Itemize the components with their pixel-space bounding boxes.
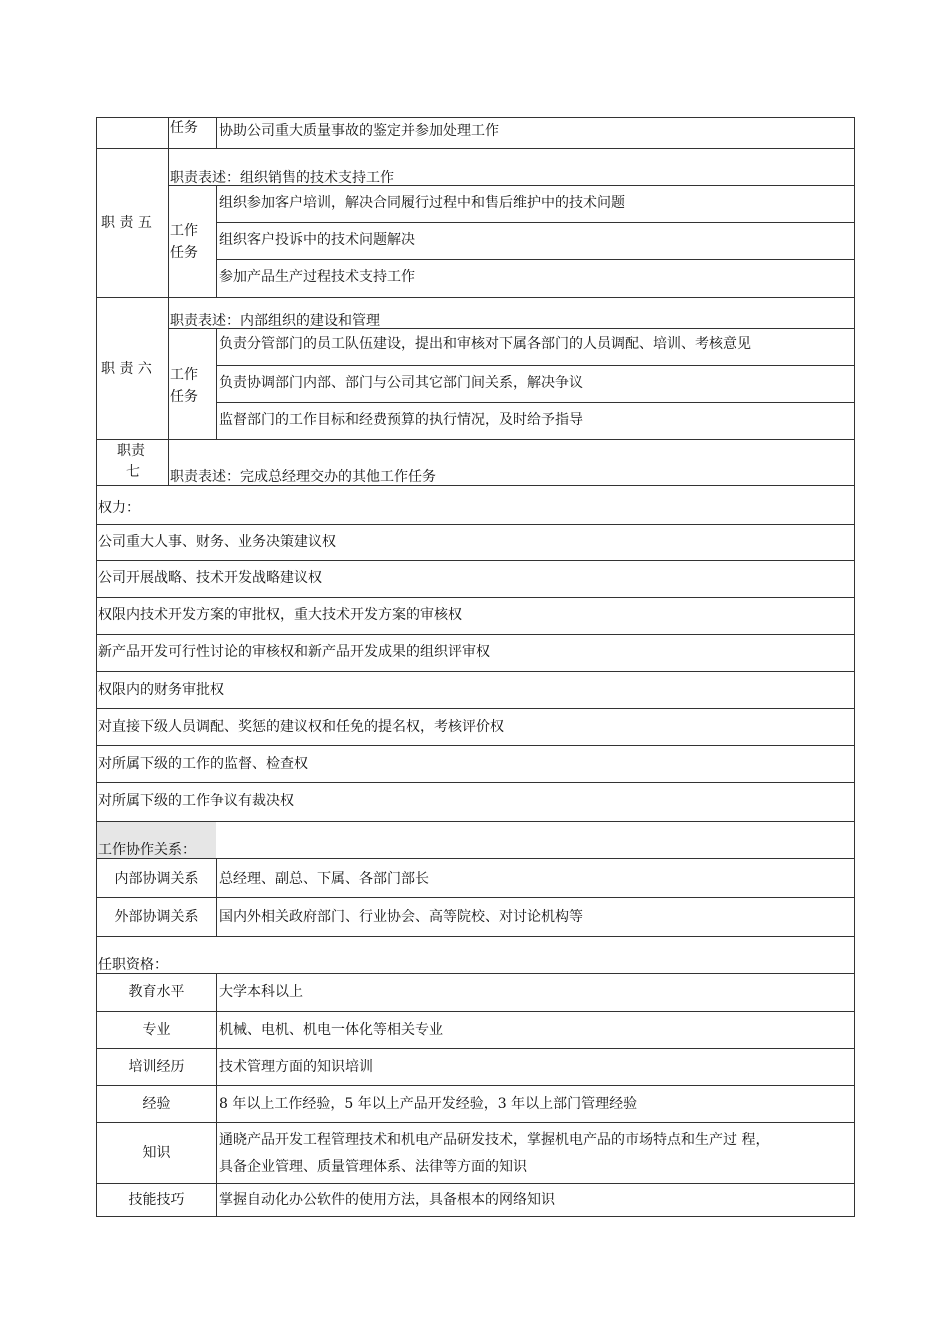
qual-row-3-value: 技术管理方面的知识培训 <box>219 1059 373 1075</box>
power-item-7: 对所属下级的工作的监督、检查权 <box>98 756 308 772</box>
duty5-task-2: 组织客户投诉中的技术问题解决 <box>219 232 415 248</box>
qual-row-5-value-line1: 通晓产品开发工程管理技术和机电产品研发技术，掌握机电产品的市场特点和生产过 程， <box>219 1132 770 1148</box>
qual-row-1-label: 教育水平 <box>128 984 185 1000</box>
duty7-label-line2: 七 <box>126 464 140 480</box>
qual-row-3-label: 培训经历 <box>128 1059 185 1075</box>
power-item-4: 新产品开发可行性讨论的审核权和新产品开发成果的组织评审权 <box>98 644 490 660</box>
power-item-8: 对所属下级的工作争议有裁决权 <box>98 793 294 809</box>
qual-row-2-value: 机械、电机、机电一体化等相关专业 <box>219 1022 443 1038</box>
duty7-label-line1: 职责 <box>117 443 145 459</box>
qual-row-4-value: 8 年以上工作经验，5 年以上产品开发经验，3 年以上部门管理经验 <box>219 1096 638 1112</box>
qual-row-6-label: 技能技巧 <box>128 1192 185 1208</box>
power-title-cell <box>96 485 855 525</box>
duty6-task-3: 监督部门的工作目标和经费预算的执行情况，及时给予指导 <box>219 412 583 428</box>
duty6-task-2: 负责协调部门内部、部门与公司其它部门间关系，解决争议 <box>219 375 583 391</box>
qual-row-1-value-cell <box>216 973 855 1012</box>
duty6-task-1: 负责分管部门的员工队伍建设，提出和审核对下属各部门的人员调配、培训、考核意见 <box>219 336 751 352</box>
duty6-label: 职 责 六 <box>101 361 152 377</box>
power-item-1: 公司重大人事、财务、业务决策建议权 <box>98 534 336 550</box>
cooperation-row-2-value: 国内外相关政府部门、行业协会、高等院校、对讨论机构等 <box>219 909 583 925</box>
duty6-tasklabel-cell <box>168 328 217 440</box>
qualification-title: 任职资格： <box>98 957 168 973</box>
qual-row-2-label: 专业 <box>142 1022 171 1038</box>
duty6-desc: 职责表述：内部组织的建设和管理 <box>170 313 380 329</box>
cooperation-row-1-value: 总经理、副总、下属、各部门部长 <box>219 871 429 887</box>
duty5-tasklabel-cell <box>168 185 217 298</box>
qual-row-4-label: 经验 <box>142 1096 171 1112</box>
power-title: 权力： <box>98 500 140 516</box>
duty5-task-3: 参加产品生产过程技术支持工作 <box>219 269 415 285</box>
cooperation-title: 工作协作关系： <box>98 842 196 858</box>
top-task-text: 协助公司重大质量事故的鉴定并参加处理工作 <box>219 123 499 139</box>
cooperation-row-1-label: 内部协调关系 <box>114 871 199 887</box>
top-left-blank-cell <box>96 117 169 149</box>
duty5-desc: 职责表述：组织销售的技术支持工作 <box>170 170 394 186</box>
duty5-task-label-line2: 任务 <box>170 245 198 261</box>
duty6-task-label-line1: 工作 <box>170 367 198 383</box>
qual-row-5-value-line2: 具备企业管理、质量管理体系、法律等方面的知识 <box>219 1159 527 1175</box>
duty6-task-label-line2: 任务 <box>170 389 198 405</box>
duty7-desc: 职责表述：完成总经理交办的其他工作任务 <box>170 469 436 485</box>
power-item-2: 公司开展战略、技术开发战略建议权 <box>98 570 322 586</box>
power-item-6: 对直接下级人员调配、奖惩的建议权和任免的提名权，考核评价权 <box>98 719 504 735</box>
qual-row-6-value: 掌握自动化办公软件的使用方法，具备根本的网络知识 <box>219 1192 555 1208</box>
cooperation-row-2-label: 外部协调关系 <box>114 909 199 925</box>
power-item-5: 权限内的财务审批权 <box>98 682 224 698</box>
qual-row-5-label: 知识 <box>142 1145 171 1161</box>
duty5-task-1: 组织参加客户培训，解决合同履行过程中和售后维护中的技术问题 <box>219 195 625 211</box>
top-task-label: 任务 <box>170 120 198 136</box>
duty5-task-label-line1: 工作 <box>170 223 198 239</box>
qual-row-1-value: 大学本科以上 <box>219 984 303 1000</box>
duty5-label: 职 责 五 <box>101 215 152 231</box>
qualification-title-cell <box>96 936 855 974</box>
power-item-3: 权限内技术开发方案的审批权，重大技术开发方案的审核权 <box>98 607 462 623</box>
